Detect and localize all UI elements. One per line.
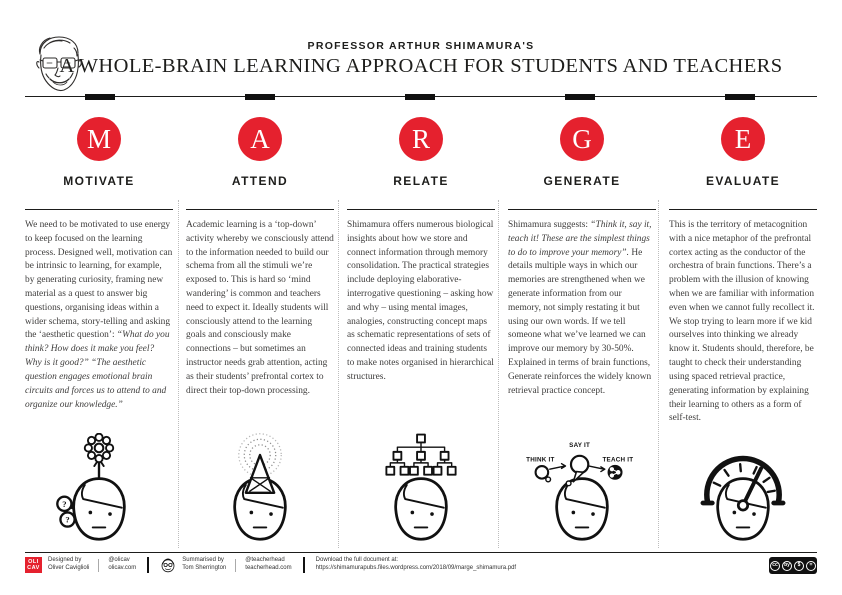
cc-license-badge: [769, 557, 817, 574]
relate-body-text: Shimamura offers numerous biological insights about how we store and connect information through memory consolidation. The practical strategies include deploying elaborative-interrogative questioning – asking how and why – using mental images, analogies, constructing concept maps as schematic representations of sets of connected ideas and training students to make notes organised in hierarchical structures.: [347, 219, 494, 382]
footer-separator: [235, 559, 236, 572]
column-title-motivate: MOTIVATE: [63, 174, 135, 188]
olicav-logo-line2: CAV: [27, 565, 40, 571]
teach-it-label: TEACH IT: [602, 456, 634, 464]
evaluate-body-text: This is the territory of metacognition with a nice metaphor of the prefrontal cortex acting as the conductor of the orchestra of brain functions. There’s a problem with the illusion of knowing when we are familiar with information even when we cannot fully recollect it. We stop trying to learn more if we kid ourselves into thinking we already know it. Students should, therefore, be taught to check their understanding using spaced retrieval practice, generating information by explaining their learning to others as a form of self-test.: [669, 219, 815, 424]
shimamura-portrait-sketch: [26, 34, 92, 96]
cc-nd-icon: =: [806, 561, 816, 571]
summariser-name: Tom Sherrington: [182, 565, 227, 571]
badge-letter-e: E: [734, 123, 752, 154]
summariser-contact: [245, 557, 291, 573]
download-info: [316, 557, 516, 573]
column-separator: [178, 200, 179, 548]
poster-kicker: PROFESSOR ARTHUR SHIMAMURA'S: [307, 40, 535, 52]
poster-title: A WHOLE-BRAIN LEARNING APPROACH FOR STUDENTS AND TEACHERS: [59, 55, 783, 77]
column-separator: [658, 200, 659, 548]
motivate-body-text: We need to be motivated to use energy to keep focused on the learning process. Designed well, motivation can be intrinsic to learning, for example, by generating curiosity, framing new material as a quest to answer big questions, organising ideas within a wider schema, story-telling and asking the ‘aesthetic question’: “What do you think? How does it make you feel? Why is it good?” “The aesthetic question engages emotional brain circuits and forces us to attend to and organize our knowledge.”: [25, 219, 173, 410]
column-rule: [347, 209, 495, 210]
column-rule: [186, 209, 334, 210]
olicav-logo: [25, 557, 42, 573]
generate-body-text: Shimamura suggests: “Think it, say it, teach it! These are the simplest things to do to improve your memory”. He details multiple ways in which our memories are strengthened when we generate information from our memory, not simply restating it but using our own words. If we tell someone what we’ve learned we can improve our memory by 30-50%. Explained in terms of brain functions, Generate reinforces the widely known retrieval practice concept.: [508, 219, 652, 396]
metacognition-gauge-head-icon: [684, 433, 802, 551]
badge-letter-g: G: [572, 123, 592, 154]
column-separator: [498, 200, 499, 548]
think-say-teach-head-icon: [523, 433, 641, 551]
column-rule: [508, 209, 656, 210]
designed-by-credit: [48, 557, 89, 573]
designer-contact: [108, 557, 136, 573]
olicav-logo-line1: OLI: [28, 558, 39, 565]
download-url-link[interactable]: https://shimamurapubs.files.wordpress.com/2018/09/marge_shimamura.pdf: [315, 565, 517, 571]
designer-name: Oliver Caviglioli: [48, 565, 90, 571]
designer-handle: @olicav: [108, 557, 130, 564]
summariser-handle: @teacherhead: [245, 557, 285, 564]
question-mark-glyph: ?: [62, 498, 67, 509]
column-motivate: [25, 100, 173, 552]
summarised-by-label: Summarised by: [182, 557, 224, 564]
question-mark-glyph: ?: [65, 514, 70, 525]
column-attend: [186, 100, 334, 552]
column-title-evaluate: EVALUATE: [705, 174, 781, 188]
badge-letter-r: R: [411, 123, 430, 154]
designer-site: olicav.com: [108, 565, 137, 571]
column-generate: [508, 100, 656, 552]
download-label: Download the full document at:: [315, 557, 399, 564]
summarised-by-credit: [182, 557, 226, 573]
column-rule: [669, 209, 817, 210]
column-separator: [338, 200, 339, 548]
footer-divider: [303, 557, 305, 573]
summariser-site: teacherhead.com: [245, 565, 292, 571]
badge-letter-m: M: [86, 123, 111, 154]
cc-icon: cc: [770, 561, 780, 571]
attend-body-text: Academic learning is a ‘top-down’ activity whereby we consciously attend to the information needed to build our schema from all the stimuli we’re exposed to. This is hard so ‘mind wandering’ is common and teachers need to expect it. Ideally students will consciously attend to the learning goals and consciously make connections – but sometimes an instructor needs grab attention, acting as their students’ prefrontal cortex to direct their top-down processing.: [186, 219, 334, 396]
footer: [25, 552, 817, 574]
cc-nc-icon: $: [794, 561, 804, 571]
think-it-label: THINK IT: [526, 456, 555, 464]
attend-letter-badge: [238, 117, 282, 161]
footer-rule: [25, 552, 817, 553]
generate-letter-badge: [560, 117, 604, 161]
evaluate-letter-badge: [721, 117, 765, 161]
column-relate: [347, 100, 495, 552]
column-evaluate: [669, 100, 817, 552]
sherrington-face-icon: [160, 557, 176, 573]
columns-wrapper: [25, 100, 817, 552]
column-title-attend: ATTEND: [231, 174, 289, 188]
footer-separator: [98, 559, 99, 572]
say-it-label: SAY IT: [569, 442, 591, 450]
column-rule: [25, 209, 173, 210]
curiosity-flower-head-icon: [40, 433, 158, 551]
cc-by-icon: by: [782, 561, 792, 571]
relate-letter-badge: [399, 117, 443, 161]
attention-beacon-head-icon: [201, 433, 319, 551]
motivate-letter-badge: [77, 117, 121, 161]
column-title-generate: GENERATE: [543, 174, 621, 188]
footer-divider: [147, 557, 149, 573]
designed-by-label: Designed by: [48, 557, 82, 564]
concept-map-head-icon: [362, 433, 480, 551]
column-title-relate: RELATE: [393, 174, 449, 188]
badge-letter-a: A: [250, 123, 270, 154]
